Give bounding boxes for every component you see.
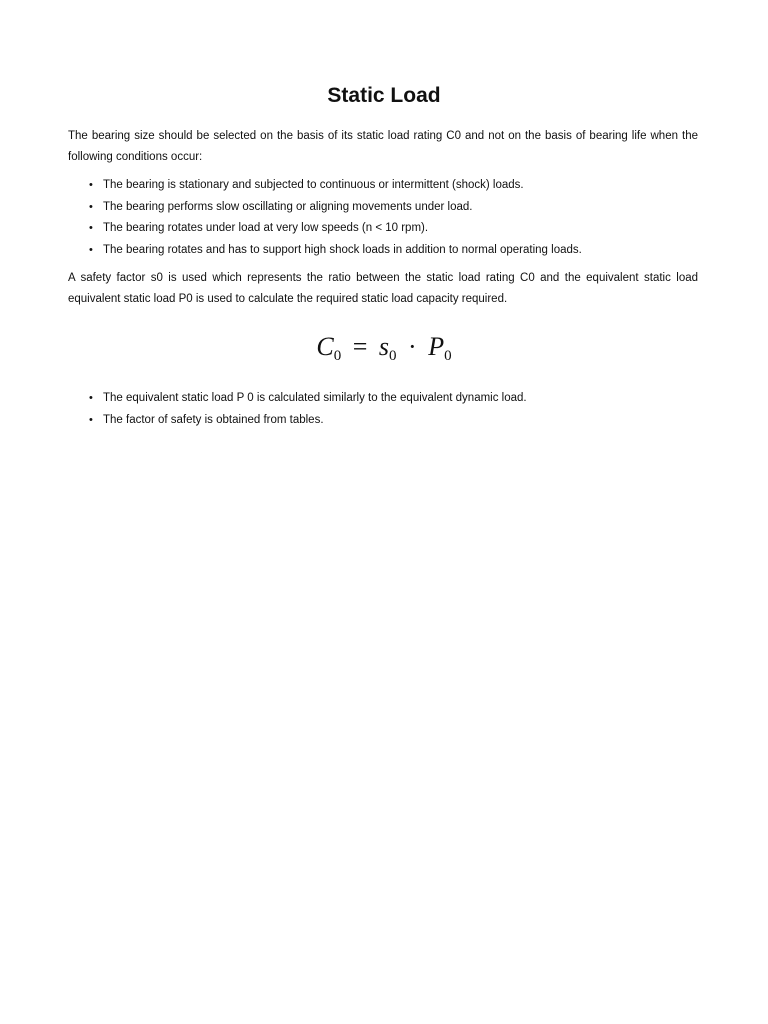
list-item-text: The factor of safety is obtained from tables.: [103, 413, 324, 426]
list-item-text: The bearing is stationary and subjected to continuous or intermittent (shock) loads.: [103, 179, 524, 191]
list-item: [68, 410, 698, 432]
list-item: [68, 175, 698, 197]
list-item: [68, 218, 698, 240]
page-title: Static Load: [327, 84, 441, 107]
bullet-icon: •: [89, 413, 93, 426]
bullet-icon: •: [89, 392, 93, 404]
bullet-icon: •: [89, 222, 93, 235]
safety-factor-paragraph: A safety factor s0 is used which represents the ratio between the static load rating C0 and the equivalent static load equivalent static load P0 is used to calculate the required static load capacity required.: [68, 272, 698, 305]
bullet-icon: •: [89, 244, 93, 257]
list-item-text: The bearing rotates under load at very low speeds (n < 10 rpm).: [103, 222, 429, 235]
list-item-text: The bearing rotates and has to support high shock loads in addition to normal operating loads.: [103, 244, 582, 257]
list-item: [68, 388, 698, 410]
formula-equals-sign: =: [352, 332, 368, 361]
formula-c-symbol: C: [316, 332, 334, 361]
list-item: [68, 240, 698, 262]
intro-paragraph: The bearing size should be selected on the basis of its static load rating C0 and not on the basis of bearing life when the following conditions occur:: [68, 130, 698, 163]
formula-s-symbol: s: [378, 332, 390, 361]
conditions-list: [68, 175, 698, 262]
notes-list: [68, 388, 698, 431]
formula-dot-operator: ·: [408, 332, 417, 361]
bullet-icon: •: [89, 179, 93, 191]
list-item-text: The bearing performs slow oscillating or aligning movements under load.: [103, 200, 473, 213]
formula-c-subscript: 0: [333, 348, 342, 364]
formula-p-symbol: P: [428, 332, 445, 361]
formula-s-subscript: 0: [389, 348, 397, 364]
list-item-text: The equivalent static load P 0 is calculated similarly to the equivalent dynamic load.: [103, 392, 527, 404]
static-load-formula: [0, 330, 768, 364]
formula-p-subscript: 0: [444, 348, 452, 364]
list-item: [68, 197, 698, 219]
bullet-icon: •: [89, 200, 93, 213]
